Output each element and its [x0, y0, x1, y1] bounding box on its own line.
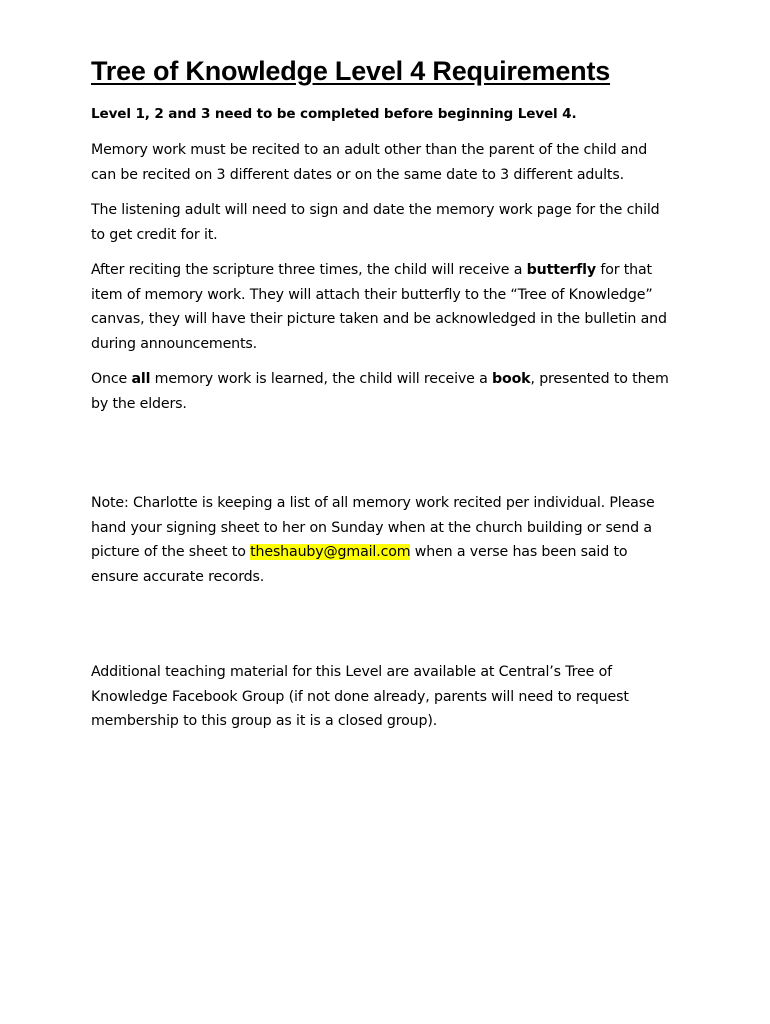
memory-work-line-2: can be recited on 3 different dates or on the same date to 3 different adults.: [91, 166, 624, 183]
note-line-1: Note: Charlotte is keeping a list of all memory work recited per individual. Please: [91, 495, 655, 511]
note-line-4: ensure accurate records.: [91, 568, 265, 585]
book-bold: book: [491, 371, 531, 387]
note-paragraph: [91, 491, 691, 589]
memory-work-paragraph: [91, 138, 691, 187]
butterfly-bold: butterfly: [526, 262, 596, 278]
listening-adult-line-2: to get credit for it.: [91, 226, 218, 243]
book-paragraph: [91, 367, 691, 416]
book-line-1-pre: Once: [91, 371, 132, 387]
all-bold: all: [131, 371, 151, 387]
note-line-3-post: when a verse has been said to: [410, 544, 628, 560]
memory-work-line-1: Memory work must be recited to an adult other than the parent of the child and: [91, 142, 648, 158]
additional-line-3: membership to this group as it is a closed group).: [91, 713, 438, 729]
listening-adult-paragraph: [91, 198, 691, 247]
listening-adult-line-1: The listening adult will need to sign and date the memory work page for the child: [91, 202, 660, 218]
reciting-paragraph: [91, 258, 691, 356]
book-line-1-post: , presented to them: [530, 371, 669, 387]
email-link[interactable]: theshauby@gmail.com: [250, 544, 411, 560]
book-line-1-mid: memory work is learned, the child will receive a: [150, 371, 492, 387]
prerequisite-note: Level 1, 2 and 3 need to be completed before beginning Level 4.: [91, 106, 577, 122]
note-line-2: hand your signing sheet to her on Sunday when at the church building or send a: [91, 519, 652, 536]
book-line-2: by the elders.: [91, 395, 187, 412]
reciting-line-2: item of memory work. They will attach their butterfly to the “Tree of Knowledge”: [91, 286, 653, 303]
additional-line-1: Additional teaching material for this Level are available at Central’s Tree of: [91, 664, 612, 680]
additional-line-2: Knowledge Facebook Group (if not done already, parents will need to request: [91, 688, 629, 705]
reciting-line-3: canvas, they will have their picture taken and be acknowledged in the bulletin and: [91, 311, 667, 327]
reciting-line-1-pre: After reciting the scripture three times, the child will receive a: [91, 262, 527, 278]
additional-material-paragraph: [91, 660, 691, 734]
page-title: Tree of Knowledge Level 4 Requirements: [91, 56, 611, 86]
reciting-line-4: during announcements.: [91, 335, 258, 352]
reciting-line-1-post: for that: [595, 262, 652, 278]
note-line-3-pre: picture of the sheet to: [91, 544, 251, 560]
